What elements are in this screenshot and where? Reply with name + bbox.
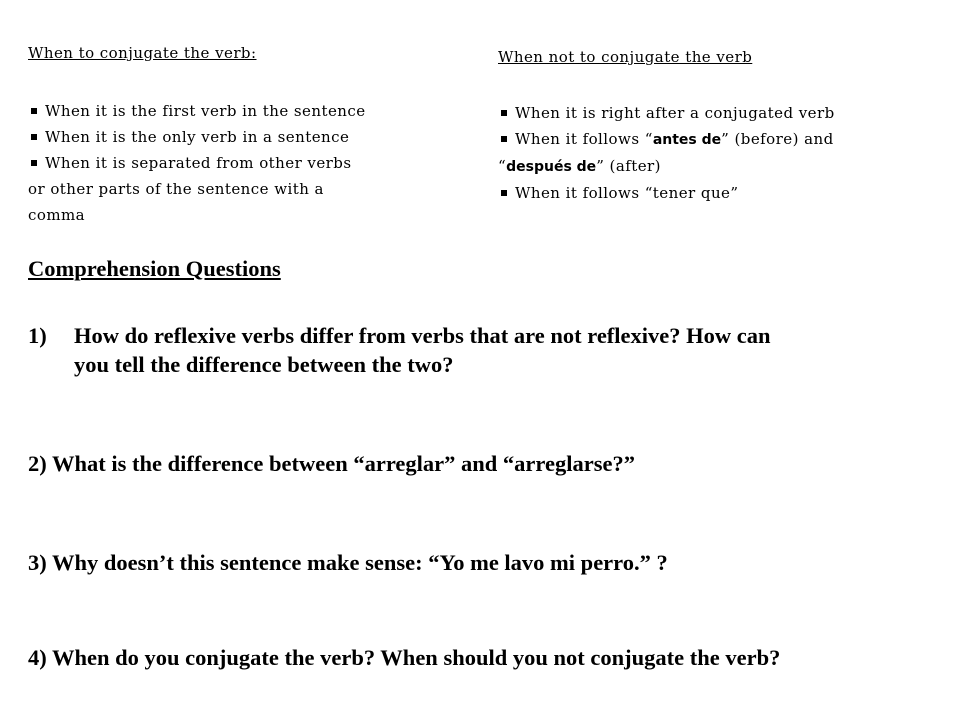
no-conjugate-rules-column bbox=[498, 40, 938, 206]
list-item bbox=[28, 150, 458, 228]
list-item bbox=[28, 124, 458, 150]
no-conjugate-rules-title: When not to conjugate the verb bbox=[498, 48, 753, 66]
term-antes-de: antes de bbox=[652, 132, 722, 148]
square-bullet-icon bbox=[31, 134, 37, 140]
bullet-text-prefix: When it follows “ bbox=[515, 130, 653, 148]
conjugate-rules-title: When to conjugate the verb: bbox=[28, 44, 257, 62]
conjugate-rules-list bbox=[28, 98, 458, 228]
term-despues-de: después de bbox=[506, 159, 597, 175]
no-conjugate-rules-list bbox=[498, 100, 938, 206]
bullet-text-continued: or other parts of the sentence with a bbox=[28, 180, 324, 198]
bullet-text: When it is the only verb in a sentence bbox=[45, 128, 350, 146]
square-bullet-icon bbox=[31, 108, 37, 114]
square-bullet-icon bbox=[501, 136, 507, 142]
bullet-text-middle: ” (before) and bbox=[721, 130, 834, 148]
question-3: 3) Why doesn’t this sentence make sense: “Yo me lavo mi perro.” ? bbox=[28, 550, 668, 575]
comprehension-heading: Comprehension Questions bbox=[28, 256, 281, 281]
square-bullet-icon bbox=[501, 190, 507, 196]
square-bullet-icon bbox=[501, 110, 507, 116]
bullet-text-continued: comma bbox=[28, 206, 86, 224]
list-item bbox=[498, 126, 938, 180]
bullet-text-close: ” (after) bbox=[596, 157, 661, 175]
list-item bbox=[28, 98, 458, 124]
bullet-text: When it is right after a conjugated verb bbox=[515, 104, 835, 122]
list-item bbox=[498, 100, 938, 126]
question-4: 4) When do you conjugate the verb? When should you not conjugate the verb? bbox=[28, 645, 781, 670]
square-bullet-icon bbox=[31, 160, 37, 166]
conjugate-rules-column bbox=[28, 40, 458, 228]
list-item bbox=[498, 180, 938, 206]
question-text-continued: you tell the difference between the two? bbox=[74, 352, 454, 377]
question-2: 2) What is the difference between “arreglar” and “arreglarse?” bbox=[28, 451, 635, 476]
bullet-text-continued bbox=[498, 153, 938, 180]
question-1 bbox=[28, 321, 771, 379]
bullet-text: When it is separated from other verbs bbox=[45, 154, 352, 172]
question-number: 1) bbox=[28, 323, 47, 348]
open-quote: “ bbox=[498, 157, 507, 175]
bullet-text: When it is the first verb in the sentence bbox=[45, 102, 366, 120]
bullet-text: When it follows “tener que” bbox=[515, 184, 739, 202]
question-text: How do reflexive verbs differ from verbs that are not reflexive? How can bbox=[74, 323, 771, 348]
